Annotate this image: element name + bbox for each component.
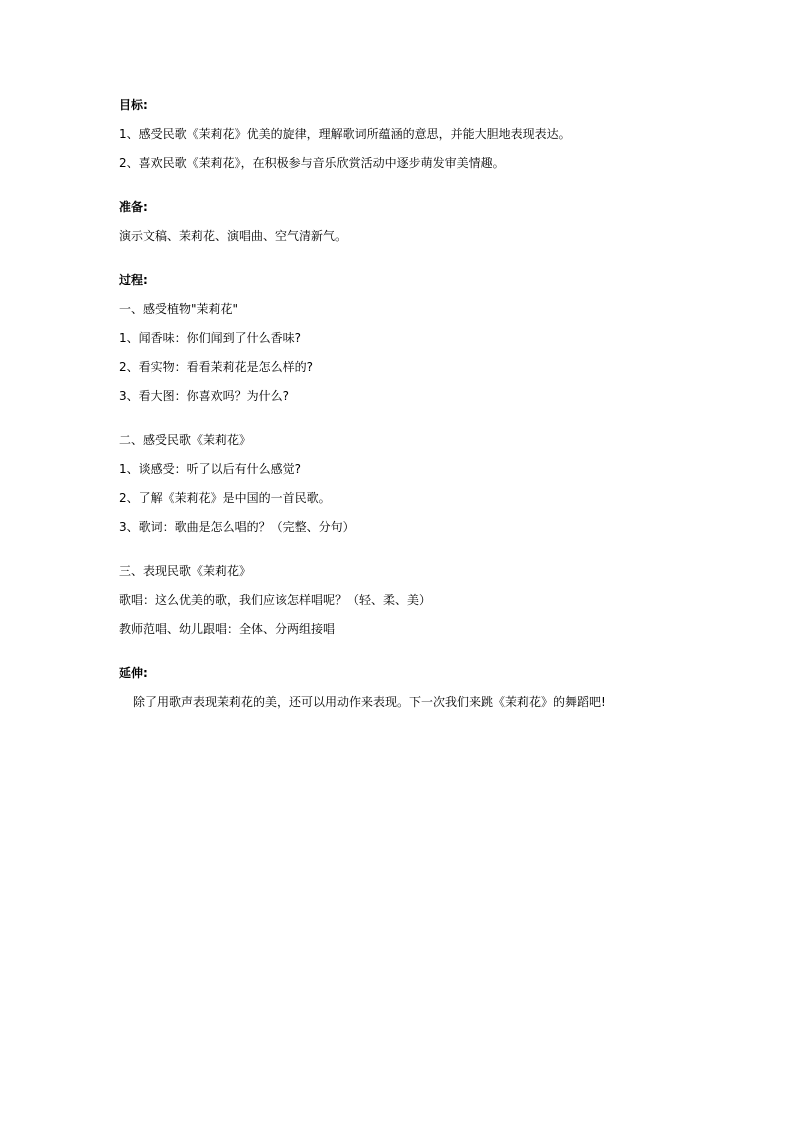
prep-item-1: 演示文稿、茉莉花、演唱曲、空气清新气。: [119, 229, 348, 243]
goal-item-1: 1、感受民歌《茉莉花》优美的旋律，理解歌词所蕴涵的意思，并能大胆地表现表达。: [119, 127, 571, 141]
document-body: [119, 98, 739, 724]
process-part2-title: 二、感受民歌《茉莉花》: [119, 433, 252, 447]
section-spacer: [119, 258, 739, 273]
process-part2-item-1: 1、谈感受：听了以后有什么感觉?: [119, 462, 302, 476]
process-part3-title: 三、表现民歌《茉莉花》: [119, 564, 252, 578]
section-spacer: [119, 185, 739, 200]
goals-heading: 目标:: [119, 98, 148, 112]
process-part3-item-1: 歌唱：这么优美的歌，我们应该怎样唱呢？（轻、柔、美）: [119, 593, 432, 607]
section-spacer: [119, 418, 739, 433]
process-part3-item-2: 教师范唱、幼儿跟唱：全体、分两组接唱: [119, 622, 336, 636]
section-spacer: [119, 651, 739, 666]
process-part1-item-2: 2、看实物：看看茉莉花是怎么样的?: [119, 360, 314, 374]
process-part1-title: 一、感受植物"茉莉花": [119, 302, 239, 316]
process-part1-item-1: 1、闻香味：你们闻到了什么香味?: [119, 331, 302, 345]
process-heading: 过程:: [119, 273, 148, 287]
prep-heading: 准备:: [119, 200, 148, 214]
goal-item-2: 2、喜欢民歌《茉莉花》，在积极参与音乐欣赏活动中逐步萌发审美情趣。: [119, 156, 505, 170]
section-spacer: [119, 549, 739, 564]
process-part2-item-3: 3、歌词：歌曲是怎么唱的？（完整、分句）: [119, 520, 355, 534]
extension-heading: 延伸:: [119, 666, 148, 680]
extension-text: 除了用歌声表现茉莉花的美，还可以用动作来表现。下一次我们来跳《茉莉花》的舞蹈吧!: [133, 695, 606, 709]
process-part2-item-2: 2、了解《茉莉花》是中国的一首民歌。: [119, 491, 331, 505]
process-part1-item-3: 3、看大图：你喜欢吗？为什么?: [119, 389, 290, 403]
